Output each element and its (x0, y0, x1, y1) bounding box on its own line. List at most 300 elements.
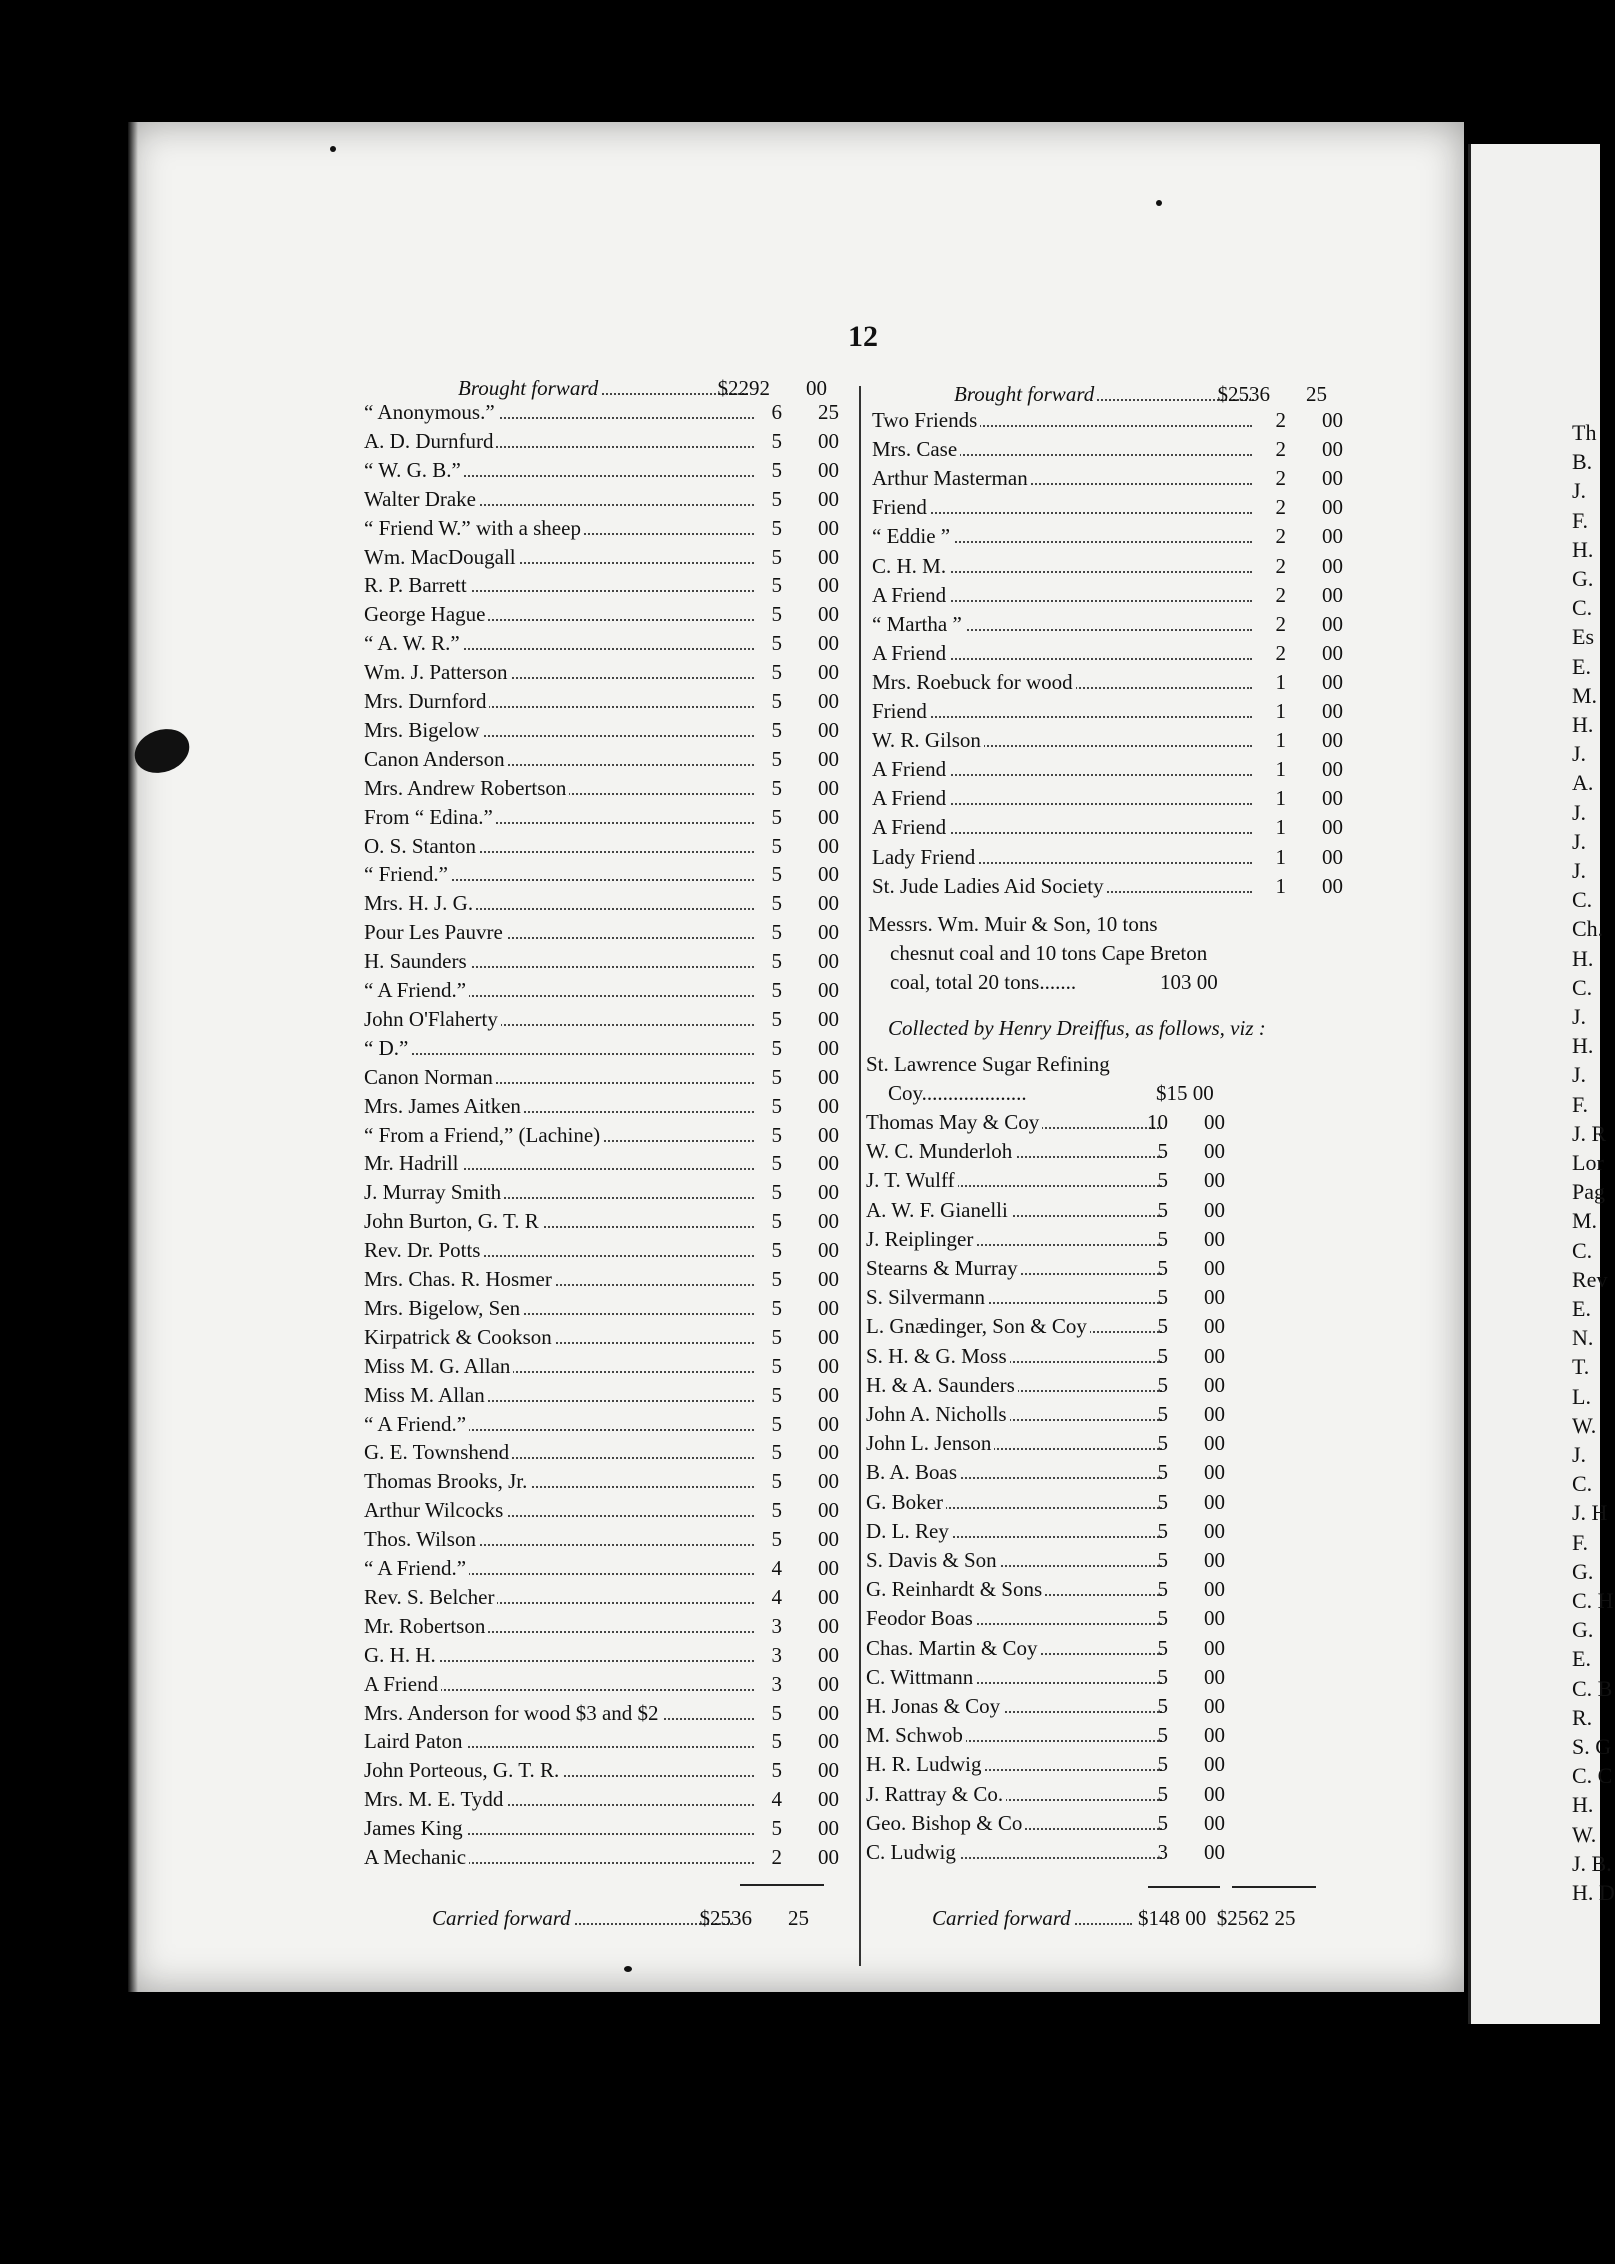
donation-entry (872, 669, 1362, 696)
donation-entry (872, 526, 1362, 550)
left-total-rule (740, 1884, 824, 1886)
amount-dollars: 5 (771, 862, 782, 887)
amount-dollars: 5 (771, 1180, 782, 1205)
amount-cents: 00 (818, 1816, 839, 1841)
adjacent-page-fragment (1468, 144, 1615, 2024)
muir-amount: 103 00 (1160, 970, 1218, 994)
amount-cents: 00 (818, 486, 839, 511)
amount-cents: 00 (818, 1729, 839, 1754)
amount-cents: 00 (1204, 1402, 1225, 1426)
amount-dollars: 5 (1157, 1226, 1168, 1251)
amount-dollars: 2 (1275, 408, 1286, 432)
donor-name: W. R. Gilson (872, 728, 984, 752)
right-subtotal-rule (1148, 1886, 1220, 1888)
donor-name: Mrs. Chas. R. Hosmer (364, 1267, 555, 1291)
donation-entry (364, 1006, 858, 1033)
amount-cents: 00 (818, 1527, 839, 1552)
amount-dollars: 2 (771, 1845, 782, 1869)
amount-dollars: 5 (771, 1267, 782, 1291)
donor-name: From “ Edina.” (364, 805, 496, 829)
adjacent-page-text: A. (1572, 770, 1594, 796)
amount-cents: 00 (1204, 1752, 1225, 1777)
amount-dollars: 5 (771, 1151, 782, 1176)
donation-entry (872, 640, 1362, 667)
donation-entry (364, 1182, 858, 1206)
amount-dollars: 5 (771, 1209, 782, 1234)
donation-entry (872, 701, 1362, 725)
amount-cents: 00 (1322, 466, 1343, 491)
donor-name: Stearns & Murray (866, 1256, 1021, 1280)
donation-entry (364, 746, 858, 773)
amount-dollars: 5 (1157, 1139, 1168, 1164)
amount-cents: 00 (818, 1238, 839, 1263)
amount-cents: 00 (1322, 582, 1343, 607)
donor-name: C. Wittmann (866, 1665, 976, 1689)
muir-entry: Messrs. Wm. Muir & Son, 10 tons chesnut coal and 10 tons Cape Breton coal, total 20 tons....... 103 00 (868, 910, 1248, 997)
amount-cents: 00 (818, 1267, 839, 1291)
adjacent-page-text: H. D (1572, 1880, 1615, 1905)
donation-entry (866, 1754, 1244, 1778)
donation-entry (866, 1197, 1244, 1224)
donor-name: Kirpatrick & Cookson (364, 1325, 555, 1349)
amount-dollars: 3 (771, 1642, 782, 1667)
adjacent-page-text: F. (1572, 1529, 1588, 1555)
donor-name: A. D. Durnfurd (364, 429, 496, 453)
amount-dollars: 5 (771, 1324, 782, 1349)
amount-cents: 00 (1204, 1197, 1225, 1222)
adjacent-page-text: C. B (1572, 1675, 1613, 1701)
donor-name: Mrs. M. E. Tydd (364, 1787, 506, 1811)
donor-name: Thomas Brooks, Jr. (364, 1469, 530, 1493)
donation-entry (364, 804, 858, 831)
donation-entry (866, 1664, 1244, 1691)
donor-name: M. Schwob (866, 1723, 966, 1747)
donor-name: Wm. MacDougall (364, 545, 519, 569)
donation-entry (866, 1316, 1244, 1340)
donor-name: Thomas May & Coy (866, 1110, 1042, 1134)
donor-name: Mrs. H. J. G. (364, 891, 476, 915)
adjacent-page-text: C. C (1572, 1763, 1613, 1789)
adjacent-page-text: T. (1572, 1354, 1590, 1380)
amount-dollars: 5 (771, 689, 782, 713)
donation-entry (364, 457, 858, 484)
donor-name: Miss M. G. Allan (364, 1354, 513, 1378)
adjacent-page-text: Lor (1572, 1150, 1604, 1175)
ink-speck (624, 1966, 632, 1972)
amount-cents: 00 (818, 833, 839, 858)
collected-heading: Collected by Henry Dreiffus, as follows, viz : (888, 1016, 1266, 1040)
amount-cents: 00 (1322, 524, 1343, 549)
donation-entry (364, 1411, 858, 1438)
adjacent-page-text: M. (1572, 682, 1598, 708)
donation-entry (866, 1781, 1244, 1808)
donation-entry (866, 1372, 1244, 1399)
donation-entry (866, 1842, 1244, 1866)
donor-name: Mrs. Anderson for wood $3 and $2 (364, 1701, 662, 1725)
donation-entry (872, 730, 1362, 754)
donation-entry (872, 439, 1362, 463)
amount-dollars: 5 (771, 486, 782, 511)
amount-cents: 00 (1204, 1723, 1225, 1748)
donation-entry (872, 817, 1362, 841)
adjacent-page-text: L. (1572, 1383, 1591, 1409)
refining-entry: St. Lawrence Sugar Refining Coy.................... $15 00 (866, 1050, 1226, 1108)
adjacent-page-text: E. (1572, 1296, 1591, 1321)
amount-dollars: 5 (771, 1498, 782, 1523)
donor-name: “ A Friend.” (364, 978, 469, 1002)
amount-cents: 00 (818, 1353, 839, 1378)
amount-dollars: 5 (771, 746, 782, 771)
amount-dollars: 5 (1157, 1431, 1168, 1456)
donation-entry (364, 833, 858, 860)
donation-entry (866, 1635, 1244, 1662)
donor-name: Miss M. Allan (364, 1383, 488, 1407)
donation-entry (364, 922, 858, 946)
amount-cents: 00 (1322, 408, 1343, 432)
donor-name: A. W. F. Gianelli (866, 1198, 1011, 1222)
amount-cents: 00 (1204, 1518, 1225, 1543)
adjacent-page-text: J. (1572, 858, 1587, 883)
donation-entry (364, 1295, 858, 1322)
donation-entry (364, 1153, 858, 1177)
adjacent-page-text: G. (1572, 1558, 1594, 1584)
amount-dollars: 4 (771, 1787, 782, 1812)
donor-name: Two Friends (872, 408, 980, 432)
adjacent-page-text: E. (1572, 653, 1591, 679)
amount-cents: 00 (1204, 1606, 1225, 1631)
amount-cents: 00 (1204, 1694, 1225, 1718)
adjacent-page-text: C. (1572, 1471, 1593, 1497)
amount-cents: 00 (1322, 757, 1343, 782)
donor-name: Canon Norman (364, 1065, 496, 1089)
amount-cents: 00 (1204, 1285, 1225, 1310)
amount-cents: 00 (818, 1642, 839, 1667)
donor-name: J. Reiplinger (866, 1227, 976, 1251)
donor-name: A Friend (872, 641, 949, 665)
amount-cents: 00 (1322, 669, 1343, 694)
amount-dollars: 1 (1275, 669, 1286, 694)
amount-dollars: 5 (771, 573, 782, 598)
donor-name: L. Gnædinger, Son & Coy (866, 1314, 1090, 1338)
donation-entry (364, 515, 858, 542)
donation-entry (364, 1382, 858, 1409)
donor-name: Chas. Martin & Coy (866, 1636, 1041, 1660)
donor-name: Mrs. Case (872, 437, 960, 461)
donation-entry (866, 1258, 1244, 1282)
amount-cents: 00 (818, 1382, 839, 1407)
amount-dollars: 5 (1157, 1285, 1168, 1310)
donation-entry (872, 611, 1362, 638)
amount-dollars: 5 (771, 775, 782, 800)
amount-cents: 00 (1204, 1110, 1225, 1134)
amount-cents: 00 (1204, 1372, 1225, 1397)
amount-dollars: 5 (1157, 1168, 1168, 1193)
amount-dollars: 5 (771, 1122, 782, 1147)
donor-name: “ A. W. R.” (364, 631, 463, 655)
amount-dollars: 5 (1157, 1314, 1168, 1339)
donation-entry (364, 1442, 858, 1466)
amount-cents: 00 (818, 717, 839, 742)
adjacent-page-text: H. (1572, 945, 1594, 971)
donor-name: “ A Friend.” (364, 1412, 469, 1436)
amount-dollars: 5 (1157, 1606, 1168, 1631)
amount-cents: 00 (1322, 699, 1343, 723)
amount-dollars: 5 (1157, 1752, 1168, 1777)
donation-entry (866, 1141, 1244, 1165)
amount-dollars: 5 (771, 1758, 782, 1783)
donor-name: H. Jonas & Coy (866, 1694, 1003, 1718)
adjacent-page-text: Es (1572, 624, 1594, 650)
amount-dollars: 3 (771, 1671, 782, 1696)
donor-name: H. Saunders (364, 949, 470, 973)
adjacent-page-text: W. (1572, 1412, 1597, 1438)
adjacent-page-text: Th (1572, 420, 1597, 445)
amount-dollars: 2 (1275, 611, 1286, 636)
amount-cents: 00 (818, 978, 839, 1002)
donor-name: C. H. M. (872, 554, 949, 578)
adjacent-page-text: H. (1572, 536, 1594, 562)
donor-name: Mr. Hadrill (364, 1151, 462, 1175)
adjacent-page-text: H. (1572, 1033, 1594, 1059)
donation-entry (872, 553, 1362, 580)
donor-name: Canon Anderson (364, 747, 508, 771)
donation-entry (872, 410, 1362, 434)
amount-dollars: 5 (771, 1006, 782, 1031)
amount-dollars: 5 (771, 660, 782, 685)
donor-name: D. L. Rey (866, 1519, 952, 1543)
page-edge (1468, 144, 1471, 2024)
amount-cents: 00 (818, 1064, 839, 1089)
amount-cents: 00 (1322, 844, 1343, 869)
amount-cents: 00 (818, 1613, 839, 1638)
amount-cents: 00 (1322, 495, 1343, 520)
amount-dollars: 5 (771, 1469, 782, 1494)
amount-cents: 00 (818, 949, 839, 974)
amount-dollars: 5 (771, 1729, 782, 1754)
amount-cents: 00 (1322, 553, 1343, 578)
donation-entry (364, 662, 858, 686)
amount-cents: 00 (1204, 1256, 1225, 1280)
donation-entry (364, 575, 858, 599)
donor-name: “ D.” (364, 1036, 411, 1060)
donation-entry (866, 1287, 1244, 1311)
adjacent-page-text: G. (1572, 566, 1594, 591)
amount-cents: 00 (818, 1093, 839, 1118)
amount-dollars: 5 (771, 717, 782, 742)
adjacent-page-text: C. (1572, 1237, 1593, 1263)
donation-entry (866, 1518, 1244, 1545)
adjacent-page-text: J. (1572, 1004, 1587, 1029)
adjacent-page-text: G. (1572, 1617, 1594, 1643)
donor-name: A Friend (872, 815, 949, 839)
amount-dollars: 5 (771, 1700, 782, 1725)
muir-line-1: Messrs. Wm. Muir & Son, 10 tons (868, 912, 1158, 936)
amount-dollars: 2 (1275, 466, 1286, 491)
amount-dollars: 5 (771, 949, 782, 974)
donor-name: A Friend (872, 583, 949, 607)
adjacent-page-text: J. (1572, 741, 1587, 767)
donation-entry (364, 717, 858, 744)
amount-dollars: 5 (771, 1238, 782, 1263)
adjacent-page-text: J. R (1572, 1120, 1607, 1146)
donation-entry (364, 1269, 858, 1293)
amount-cents: 00 (1204, 1314, 1225, 1339)
amount-cents: 00 (818, 1700, 839, 1725)
adjacent-page-text: C. (1572, 974, 1593, 1000)
amount-cents: 00 (1204, 1577, 1225, 1602)
donation-entry (866, 1462, 1244, 1486)
refining-line-2: Coy. (888, 1081, 927, 1105)
adjacent-page-text: H. (1572, 712, 1594, 737)
amount-dollars: 1 (1275, 757, 1286, 782)
amount-cents: 00 (1204, 1343, 1225, 1368)
donation-entry (364, 1093, 858, 1120)
right-total-rule (1232, 1886, 1316, 1888)
amount-dollars: 5 (771, 457, 782, 482)
amount-dollars: 5 (1157, 1635, 1168, 1660)
donor-name: John Porteous, G. T. R. (364, 1758, 562, 1782)
amount-dollars: 2 (1275, 553, 1286, 578)
donor-name: John A. Nicholls (866, 1402, 1010, 1426)
donor-name: G. Reinhardt & Sons (866, 1577, 1045, 1601)
donation-entry (866, 1226, 1244, 1253)
donation-entry (364, 691, 858, 715)
donor-name: “ W. G. B.” (364, 458, 464, 482)
donor-name: S. H. & G. Moss (866, 1344, 1010, 1368)
amount-dollars: 5 (771, 1035, 782, 1060)
adjacent-page-text: B. (1572, 449, 1593, 475)
refining-line-1: St. Lawrence Sugar Refining (866, 1052, 1110, 1076)
donation-entry (364, 1789, 858, 1813)
donation-entry (866, 1343, 1244, 1370)
adjacent-page-text: J. (1572, 799, 1587, 825)
amount-dollars: 5 (1157, 1372, 1168, 1397)
amount-cents: 00 (818, 1758, 839, 1783)
amount-cents: 00 (1204, 1781, 1225, 1806)
amount-dollars: 5 (1157, 1402, 1168, 1426)
page-number: 12 (848, 320, 878, 353)
donation-entry (364, 1471, 858, 1495)
amount-cents: 00 (818, 1469, 839, 1494)
donor-name: Walter Drake (364, 487, 479, 511)
donor-name: George Hague (364, 602, 488, 626)
amount-cents: 00 (818, 1035, 839, 1060)
amount-cents: 00 (818, 1411, 839, 1436)
muir-line-3: coal, total 20 tons (890, 970, 1040, 994)
adjacent-page-text: J. (1572, 828, 1587, 854)
donation-entry (866, 1489, 1244, 1516)
adjacent-page-text: Ch. (1572, 916, 1604, 942)
amount-cents: 00 (818, 1295, 839, 1320)
adjacent-page-text: C. H (1572, 1588, 1614, 1613)
donation-entry (364, 1122, 858, 1149)
amount-dollars: 5 (1157, 1548, 1168, 1572)
donor-name: A Friend (872, 786, 949, 810)
amount-dollars: 5 (771, 515, 782, 540)
donor-name: G. Boker (866, 1490, 946, 1514)
donation-entry (872, 468, 1362, 492)
amount-cents: 00 (1204, 1226, 1225, 1251)
donor-name: Friend (872, 495, 930, 519)
donation-entry (872, 582, 1362, 609)
donor-name: Geo. Bishop & Co (866, 1811, 1025, 1835)
ink-speck (330, 146, 336, 152)
donation-entry (364, 428, 858, 455)
amount-dollars: 5 (771, 833, 782, 858)
amount-dollars: 5 (771, 1093, 782, 1118)
amount-dollars: 5 (771, 1440, 782, 1465)
amount-cents: 00 (1204, 1139, 1225, 1164)
adjacent-page-text: C. (1572, 887, 1593, 913)
amount-dollars: 5 (1157, 1518, 1168, 1543)
donor-name: O. S. Stanton (364, 834, 479, 858)
amount-cents: 00 (1322, 815, 1343, 840)
amount-cents: 00 (818, 428, 839, 453)
donor-name: Feodor Boas (866, 1606, 976, 1630)
donation-entry (872, 844, 1362, 871)
donation-entry (364, 1064, 858, 1091)
donation-entry (866, 1696, 1244, 1720)
left-carried-forward: Carried forward $2536 25 (432, 1906, 809, 1930)
donation-entry (364, 1731, 858, 1755)
donor-name: J. T. Wulff (866, 1168, 958, 1192)
adjacent-page-text: J. H (1572, 1500, 1608, 1526)
donation-entry (364, 1760, 858, 1784)
adjacent-page-text: J. (1572, 1062, 1587, 1088)
amount-dollars: 5 (771, 920, 782, 945)
adjacent-page-text: H. (1572, 1792, 1594, 1818)
amount-dollars: 5 (771, 428, 782, 453)
amount-dollars: 5 (771, 1816, 782, 1841)
amount-cents: 00 (818, 1151, 839, 1176)
amount-cents: 00 (818, 775, 839, 800)
amount-dollars: 2 (1275, 640, 1286, 665)
donation-entry (364, 980, 858, 1004)
amount-cents: 00 (818, 1787, 839, 1812)
amount-cents: 00 (1322, 873, 1343, 898)
amount-dollars: 5 (1157, 1723, 1168, 1748)
donor-name: C. Ludwig (866, 1840, 959, 1864)
amount-dollars: 5 (1157, 1810, 1168, 1835)
amount-cents: 00 (818, 1324, 839, 1349)
amount-dollars: 5 (1157, 1489, 1168, 1514)
amount-cents: 00 (818, 1845, 839, 1869)
amount-cents: 00 (818, 1556, 839, 1580)
amount-cents: 00 (818, 1498, 839, 1523)
amount-cents: 00 (818, 1006, 839, 1031)
donor-name: Mrs. Bigelow (364, 718, 483, 742)
adjacent-page-text: J. (1572, 478, 1587, 504)
amount-dollars: 5 (1157, 1664, 1168, 1689)
donor-name: James King (364, 1816, 466, 1840)
right-brought-forward: Brought forward $2536 25 (954, 382, 1327, 406)
left-brought-forward: Brought forward $2292 00 (458, 376, 827, 400)
donation-entry (364, 951, 858, 975)
donor-name: S. Silvermann (866, 1285, 988, 1309)
donation-entry (364, 1671, 858, 1698)
amount-dollars: 2 (1275, 495, 1286, 520)
amount-cents: 00 (818, 515, 839, 540)
adjacent-page-text: R. (1572, 1704, 1593, 1730)
amount-dollars: 3 (771, 1613, 782, 1638)
amount-cents: 00 (818, 862, 839, 887)
amount-cents: 00 (818, 602, 839, 627)
donor-name: “ Anonymous.” (364, 400, 498, 424)
donation-entry (364, 1613, 858, 1640)
amount-cents: 00 (1204, 1548, 1225, 1572)
column-divider (859, 386, 861, 1966)
amount-cents: 00 (818, 804, 839, 829)
